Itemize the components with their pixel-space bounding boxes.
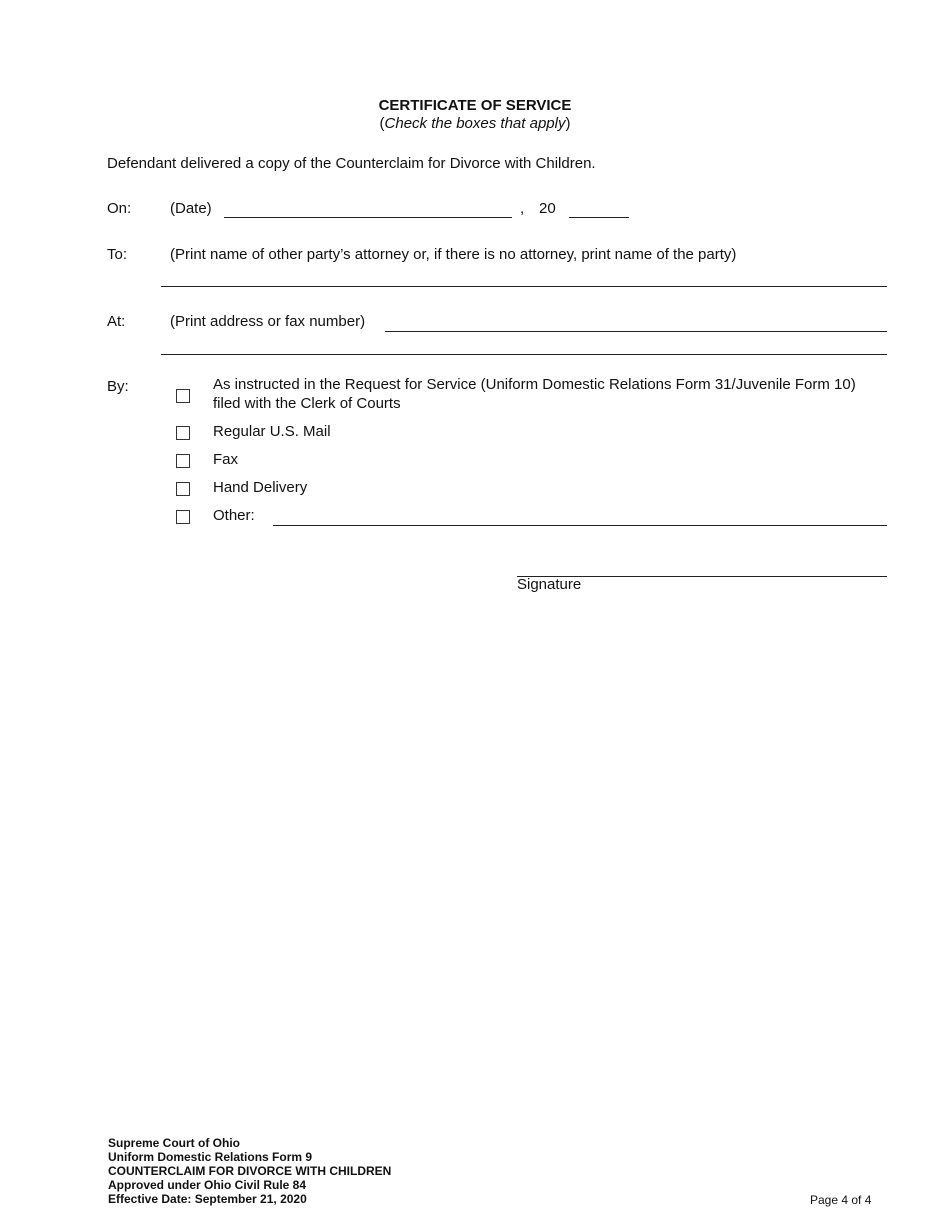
option-request-for-service-line2: filed with the Clerk of Courts [213, 395, 401, 412]
footer-line-form: Uniform Domestic Relations Form 9 [108, 1150, 313, 1164]
at-field[interactable] [385, 331, 887, 332]
signature-label: Signature [517, 576, 582, 593]
year-field[interactable] [569, 217, 629, 218]
at-instruction: (Print address or fax number) [170, 313, 366, 330]
checkbox-fax[interactable] [176, 454, 190, 468]
year-prefix: 20 [539, 200, 556, 217]
checkbox-request-for-service[interactable] [176, 389, 190, 403]
date-field[interactable] [224, 217, 512, 218]
footer-line-approved: Approved under Ohio Civil Rule 84 [108, 1178, 307, 1192]
at-label: At: [107, 313, 126, 330]
to-label: To: [107, 246, 128, 263]
footer-line-effective: Effective Date: September 21, 2020 [108, 1192, 307, 1206]
date-label: (Date) [170, 200, 212, 217]
option-request-for-service-line1: As instructed in the Request for Service (Uniform Domestic Relations Form 31/Juvenile Form 10) [213, 376, 856, 393]
by-label: By: [107, 378, 129, 395]
option-hand-delivery: Hand Delivery [213, 479, 308, 496]
footer-line-court: Supreme Court of Ohio [108, 1136, 240, 1150]
subtitle-close: ) [565, 115, 571, 132]
date-comma: , [520, 200, 525, 217]
option-fax: Fax [213, 451, 239, 468]
option-other: Other: [213, 507, 255, 524]
on-label: On: [107, 200, 132, 217]
subtitle-open: ( [379, 115, 385, 132]
footer-line-title: COUNTERCLAIM FOR DIVORCE WITH CHILDREN [108, 1164, 392, 1178]
checkbox-hand-delivery[interactable] [176, 482, 190, 496]
page-title: CERTIFICATE OF SERVICE [378, 97, 572, 114]
other-field[interactable] [273, 525, 887, 526]
page-subtitle [0, 115, 950, 133]
at-field-line-2[interactable] [161, 354, 887, 355]
option-regular-mail: Regular U.S. Mail [213, 423, 331, 440]
intro-text: Defendant delivered a copy of the Counterclaim for Divorce with Children. [107, 155, 596, 172]
to-field[interactable] [161, 286, 887, 287]
to-instruction: (Print name of other party’s attorney or, if there is no attorney, print name of the party) [170, 246, 737, 263]
checkbox-regular-mail[interactable] [176, 426, 190, 440]
page-number: Page 4 of 4 [810, 1193, 872, 1207]
checkbox-other[interactable] [176, 510, 190, 524]
subtitle-text: Check the boxes that apply [384, 115, 566, 132]
